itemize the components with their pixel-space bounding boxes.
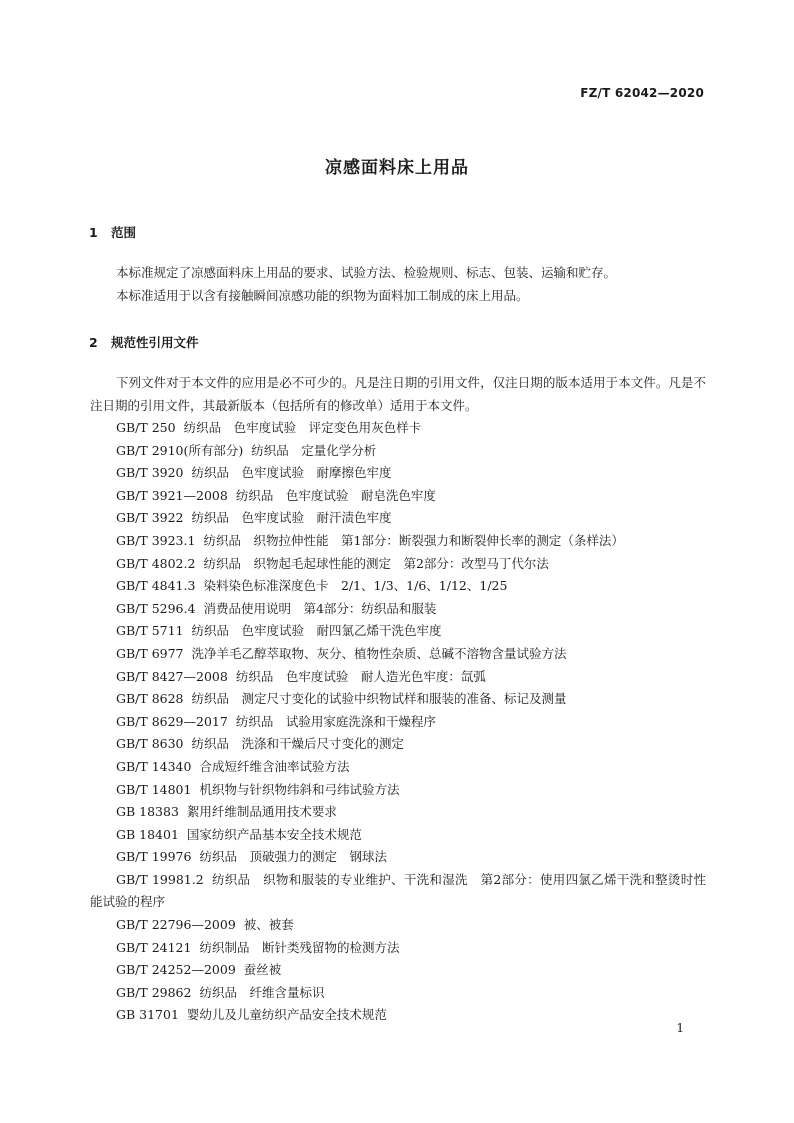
reference-title: 纺织品 洗涤和干燥后尺寸变化的测定 — [191, 736, 405, 752]
reference-code: GB/T 250 — [116, 420, 176, 435]
reference-item — [90, 462, 706, 485]
section-heading-scope — [89, 223, 136, 241]
reference-title: 纺织品 色牢度试验 耐人造光色牢度：氙弧 — [235, 668, 486, 684]
reference-code: GB/T 14340 — [116, 758, 192, 774]
paragraph: 本标准规定了凉感面料床上用品的要求、试验方法、检验规则、标志、包装、运输和贮存。 — [116, 265, 617, 280]
reference-code: GB/T 4841.3 — [116, 578, 196, 594]
reference-code: GB/T 19976 — [116, 849, 192, 865]
reference-title: 纺织品 定量化学分析 — [251, 442, 377, 458]
page-number: 1 — [676, 1021, 684, 1035]
reference-title: 消费品使用说明 第4部分：纺织品和服装 — [203, 600, 437, 616]
reference-code: GB/T 29862 — [116, 984, 192, 1000]
reference-title: 被、被套 — [243, 917, 294, 933]
reference-item — [90, 440, 706, 463]
reference-item — [90, 711, 706, 734]
reference-code: GB/T 8628 — [116, 691, 184, 707]
reference-item — [90, 643, 706, 666]
reference-item — [90, 959, 706, 982]
reference-list — [90, 417, 706, 1027]
reference-item — [90, 1004, 706, 1027]
reference-code: GB/T 19981.2 — [116, 871, 204, 887]
reference-code: GB/T 3920 — [116, 465, 184, 481]
reference-code: GB/T 5296.4 — [116, 600, 196, 616]
document-title: 凉感面料床上用品 — [325, 158, 469, 178]
reference-title: 纺织品 试验用家庭洗涤和干燥程序 — [235, 713, 436, 729]
section-heading-references — [89, 333, 199, 351]
scope-body — [90, 262, 706, 307]
reference-item — [90, 824, 706, 847]
reference-code: GB/T 24252—2009 — [116, 962, 236, 978]
section-number: 1 — [89, 225, 98, 240]
reference-title: 纺织品 色牢度试验 评定变色用灰色样卡 — [183, 420, 422, 435]
reference-title: 纺织品 织物拉伸性能 第1部分：断裂强力和断裂伸长率的测定（条样法） — [203, 532, 624, 548]
reference-title: 纺织品 色牢度试验 耐皂洗色牢度 — [235, 487, 436, 503]
reference-item — [90, 598, 706, 621]
reference-item — [90, 530, 706, 553]
reference-title: 纺织制品 断针类残留物的检测方法 — [199, 939, 400, 955]
reference-item — [90, 937, 706, 960]
reference-code: GB/T 14801 — [116, 781, 192, 797]
reference-item — [90, 779, 706, 802]
reference-item — [90, 620, 706, 643]
reference-code: GB/T 8629—2017 — [116, 713, 228, 729]
reference-code: GB 31701 — [116, 1007, 179, 1023]
reference-title: 合成短纤维含油率试验方法 — [199, 758, 350, 774]
reference-title: 纺织品 纤维含量标识 — [199, 984, 325, 1000]
reference-title: 纺织品 测定尺寸变化的试验中织物试样和服装的准备、标记及测量 — [191, 691, 567, 707]
reference-code: GB 18401 — [116, 826, 179, 842]
section-title: 范围 — [111, 225, 137, 240]
reference-title: 纺织品 色牢度试验 耐四氯乙烯干洗色牢度 — [191, 623, 442, 639]
reference-code: GB/T 24121 — [116, 939, 192, 955]
paragraph: 下列文件对于本文件的应用是必不可少的。凡是注日期的引用文件，仅注日期的版本适用于本文件。凡是不注日期的引用文件，其最新版本（包括所有的修改单）适用于本文件。 — [90, 375, 706, 413]
references-intro — [90, 372, 706, 417]
section-number: 2 — [89, 335, 98, 350]
reference-item — [90, 846, 706, 869]
reference-title: 国家纺织产品基本安全技术规范 — [186, 826, 362, 842]
reference-item — [90, 553, 706, 576]
reference-title: 蚕丝被 — [243, 962, 282, 978]
reference-title: 婴幼儿及儿童纺织产品安全技术规范 — [186, 1007, 387, 1023]
reference-code: GB/T 5711 — [116, 623, 184, 639]
reference-item — [90, 485, 706, 508]
reference-code: GB/T 3923.1 — [116, 532, 196, 548]
reference-title: 絮用纤维制品通用技术要求 — [186, 804, 337, 820]
reference-code: GB/T 8427—2008 — [116, 668, 228, 684]
reference-title: 机织物与针织物纬斜和弓纬试验方法 — [199, 781, 400, 797]
reference-title: 洗净羊毛乙醇萃取物、灰分、植物性杂质、总碱不溶物含量试验方法 — [191, 645, 567, 661]
reference-item — [90, 688, 706, 711]
reference-item — [90, 982, 706, 1005]
reference-item — [90, 417, 706, 440]
reference-code: GB/T 2910(所有部分) — [116, 442, 244, 458]
reference-item — [90, 507, 706, 530]
reference-item — [90, 575, 706, 598]
section-title: 规范性引用文件 — [111, 335, 199, 350]
reference-item — [90, 666, 706, 689]
paragraph: 本标准适用于以含有接触瞬间凉感功能的织物为面料加工制成的床上用品。 — [116, 287, 529, 303]
reference-item — [90, 801, 706, 824]
reference-code: GB/T 8630 — [116, 736, 184, 752]
reference-code: GB 18383 — [116, 804, 179, 820]
reference-item — [90, 869, 706, 914]
reference-title: 纺织品 色牢度试验 耐摩擦色牢度 — [191, 465, 392, 481]
standard-code: FZ/T 62042—2020 — [580, 86, 704, 100]
reference-code: GB/T 22796—2009 — [116, 917, 236, 933]
reference-code: GB/T 6977 — [116, 645, 184, 661]
reference-title: 纺织品 顶破强力的测定 钢球法 — [199, 849, 387, 865]
reference-title: 纺织品 色牢度试验 耐汗渍色牢度 — [191, 510, 392, 526]
reference-code: GB/T 3921—2008 — [116, 487, 228, 503]
reference-item — [90, 733, 706, 756]
reference-title: 纺织品 织物起毛起球性能的测定 第2部分：改型马丁代尔法 — [203, 555, 549, 571]
reference-code: GB/T 4802.2 — [116, 555, 196, 571]
reference-item — [90, 756, 706, 779]
reference-item — [90, 914, 706, 937]
reference-title: 染料染色标准深度色卡 2/1、1/3、1/6、1/12、1/25 — [203, 578, 508, 594]
reference-title: 纺织品 织物和服装的专业维护、干洗和湿洗 第2部分：使用四氯乙烯干洗和整烫时性能试验的程序 — [90, 871, 706, 910]
reference-code: GB/T 3922 — [116, 510, 184, 526]
